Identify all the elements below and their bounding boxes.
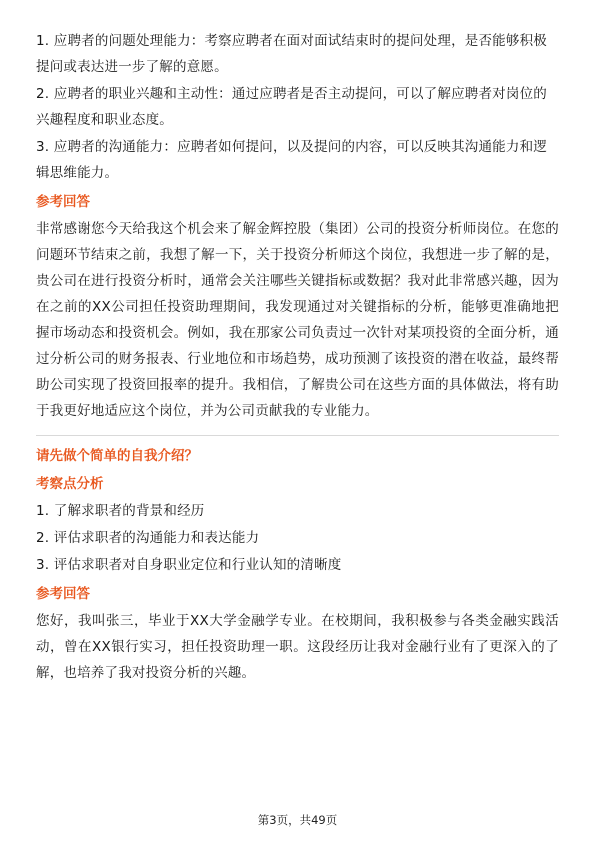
page-number: 第3页，共49页 xyxy=(257,813,338,827)
reference-answer-text: 非常感谢您今天给我这个机会来了解金辉控股（集团）公司的投资分析师岗位。在您的问题环节结束之前，我想了解一下，关于投资分析师这个岗位，我想进一步了解的是，贵公司在进行投资分析时，通常会关注哪些关键指标或数据？我对此非常感兴趣，因为在之前的XX公司担任投资助理期间，我发现通过对关键指标的分析，能够更准确地把握市场动态和投资机会。例如，我在那家公司负责过一次针对某项投资的全面分析，通过分析公司的财务报表、行业地位和市场趋势，成功预测了该投资的潜在收益，最终帮助公司实现了投资回报率的提升。我相信，了解贵公司在这些方面的具体做法，将有助于我更好地适应这个岗位，并为公司贡献我的专业能力。 xyxy=(36,221,559,419)
analysis-item-3: 3. 评估求职者对自身职业定位和行业认知的清晰度 xyxy=(36,557,342,573)
document-page xyxy=(36,28,559,686)
consideration-item-3: 3. 应聘者的沟通能力：应聘者如何提问，以及提问的内容，可以反映其沟通能力和逻辑思维能力。 xyxy=(36,139,547,181)
consideration-item-2: 2. 应聘者的职业兴趣和主动性：通过应聘者是否主动提问，可以了解应聘者对岗位的兴趣程度和职业态度。 xyxy=(36,86,547,128)
reference-answer-text-2: 您好，我叫张三，毕业于XX大学金融学专业。在校期间，我积极参与各类金融实践活动，曾在XX银行实习，担任投资助理一职。这段经历让我对金融行业有了更深入的了解，也培养了我对投资分析的兴趣。 xyxy=(36,613,559,681)
section-divider xyxy=(36,435,559,436)
analysis-heading: 考察点分析 xyxy=(36,476,104,492)
reference-answer-heading: 参考回答 xyxy=(36,194,90,210)
reference-answer-heading-2: 参考回答 xyxy=(36,586,90,602)
interview-question: 请先做个简单的自我介绍？ xyxy=(36,448,198,464)
analysis-item-2: 2. 评估求职者的沟通能力和表达能力 xyxy=(36,530,260,546)
analysis-item-1: 1. 了解求职者的背景和经历 xyxy=(36,503,205,519)
consideration-item-1: 1. 应聘者的问题处理能力：考察应聘者在面对面试结束时的提问处理，是否能够积极提问或表达进一步了解的意愿。 xyxy=(36,33,547,75)
